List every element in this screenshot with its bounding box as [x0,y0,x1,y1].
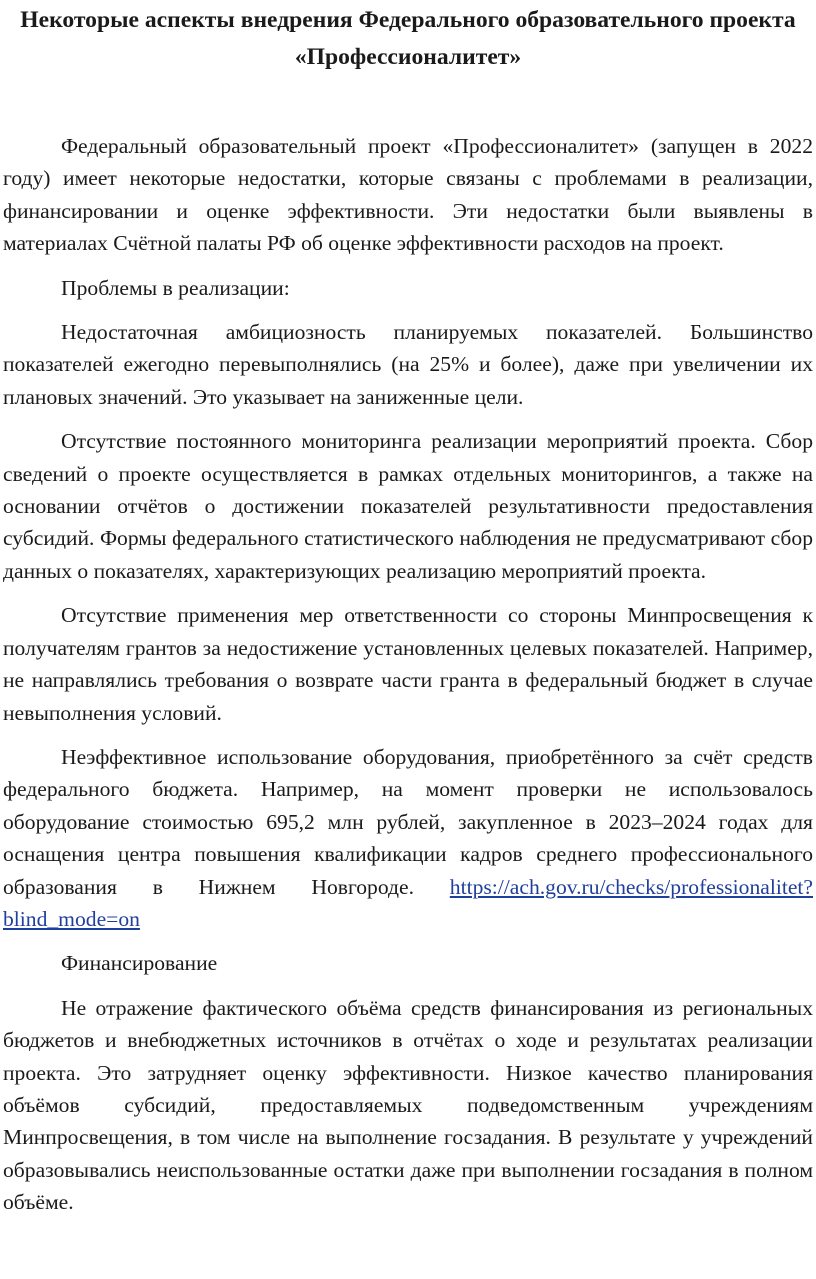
document-title: Некоторые аспекты внедрения Федерального образовательного проекта «Профессионалитет» [20,7,796,70]
source-link[interactable]: https://ach.gov.ru/checks/professionalitet?blind_mode=on [3,874,813,931]
title-spacer [3,76,813,116]
paragraph-ambition: Недостаточная амбициозность планируемых показателей. Большинство показателей ежегодно перевыполнялись (на 25% и более), даже при увеличении их плановых значений. Это указывает на заниженные цели. [3,320,813,409]
paragraph-equipment [3,741,813,935]
paragraph-financing: Не отражение фактического объёма средств финансирования из региональных бюджетов и внебюджетных источников в отчётах о ходе и результатах реализации проекта. Это затрудняет оценку эффективности. Низкое качество планирования объёмов субсидий, предоставляемых подведомственным учреждениям Минпросвещения, в том числе на выполнение госзадания. В результате у учреждений образовывались неиспользованные остатки даже при выполнении госзадания в полном объёме. [3,995,813,1215]
paragraph-intro: Федеральный образовательный проект «Профессионалитет» (запущен в 2022 году) имеет некоторые недостатки, которые связаны с проблемами в реализации, финансировании и оценке эффективности. Эти недостатки были выявлены в материалах Счётной палаты РФ об оценке эффективности расходов на проект. [3,134,813,256]
paragraph-equipment-text: Неэффективное использование оборудования, приобретённого за счёт средств федерального бюджета. Например, на момент проверки не использовалось оборудование стоимостью 695,2 млн рублей, закупленное в 2023–2024 годах для оснащения центра повышения квалификации кадров среднего профессионального образования в Нижнем Новгороде. [3,744,813,899]
paragraph-responsibility: Отсутствие применения мер ответственности со стороны Минпросвещения к получателям грантов за недостижение установленных целевых показателей. Например, не направлялись требования о возврате части гранта в федеральный бюджет в случае невыполнения условий. [3,603,813,725]
paragraph-implementation-heading: Проблемы в реализации: [61,275,290,300]
paragraph-monitoring: Отсутствие постоянного мониторинга реализации мероприятий проекта. Сбор сведений о проекте осуществляется в рамках отдельных мониторингов, а также на основании отчётов о достижении показателей результативности предоставления субсидий. Формы федерального статистического наблюдения не предусматривают сбор данных о показателях, характеризующих реализацию мероприятий проекта. [3,429,813,583]
paragraph-financing-heading: Финансирование [61,951,218,976]
